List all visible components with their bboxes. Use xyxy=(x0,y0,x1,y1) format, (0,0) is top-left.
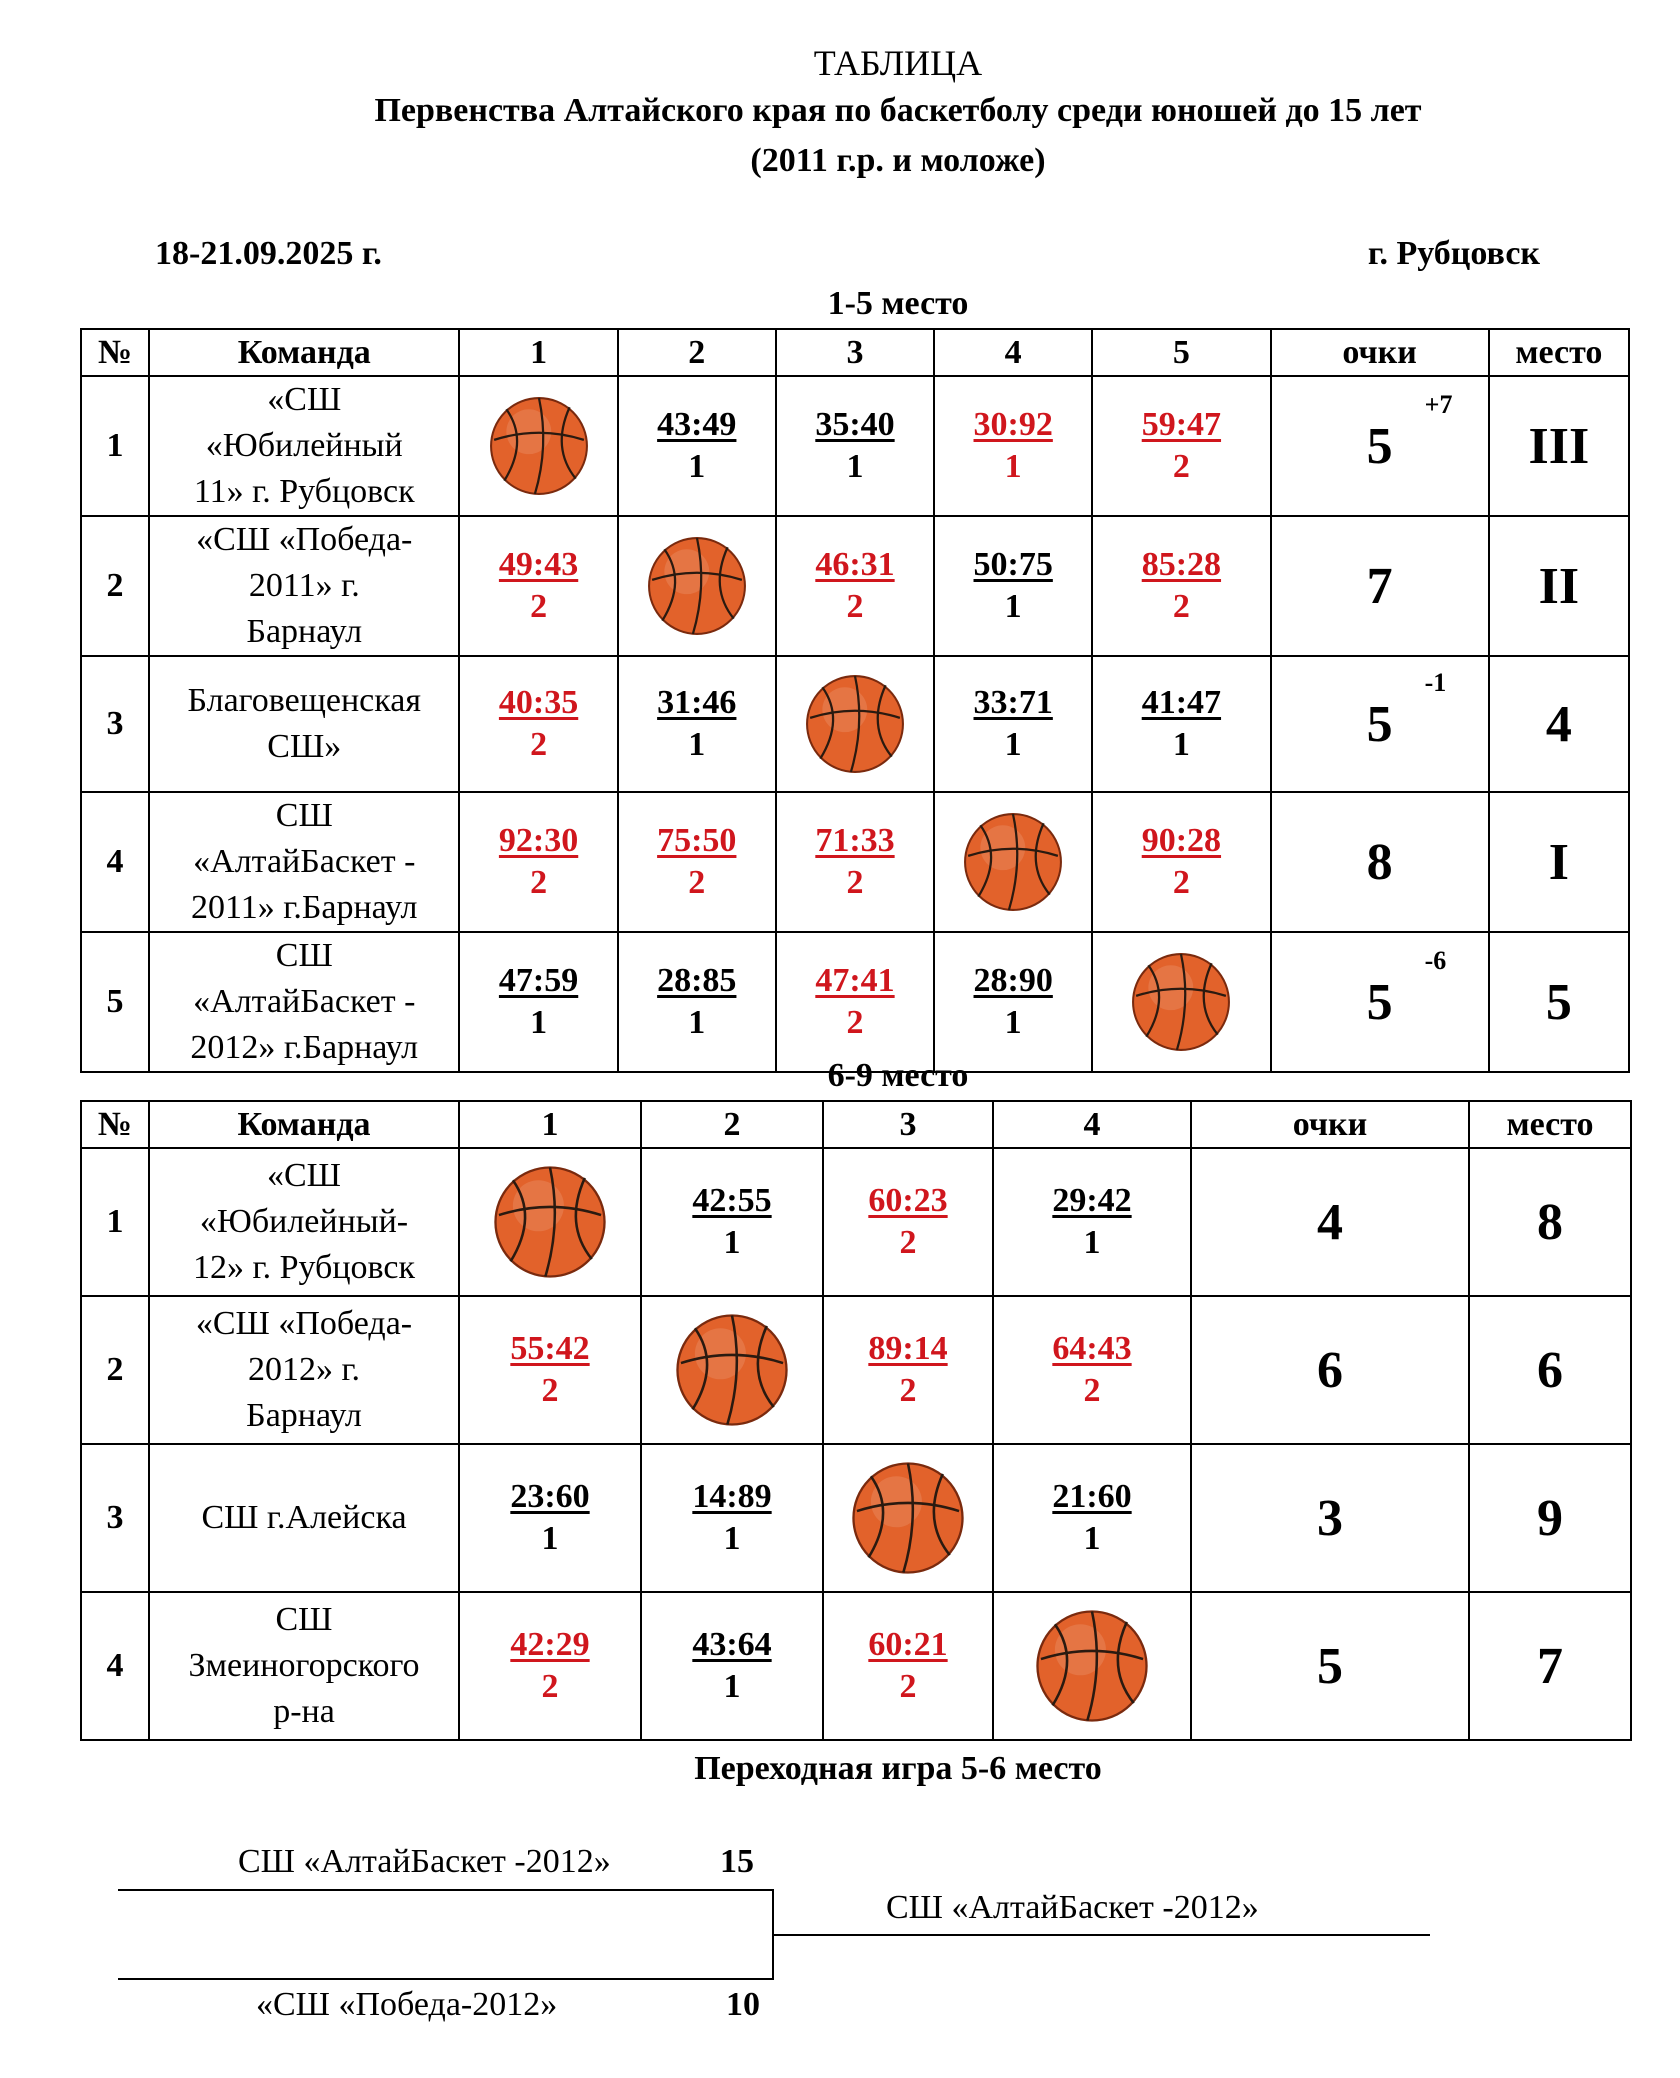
basketball-icon xyxy=(492,1164,608,1280)
basketball-icon xyxy=(646,535,748,637)
bracket-line-b xyxy=(118,1978,774,1980)
total-points-value: 4 xyxy=(1317,1193,1343,1251)
header-col-4: 4 xyxy=(993,1101,1191,1148)
header-col-1: 1 xyxy=(459,1101,641,1148)
team-name-line: «АлтайБаскет - xyxy=(193,843,416,880)
team-name xyxy=(149,656,459,792)
points-difference-note: -6 xyxy=(1424,945,1447,975)
match-result-cell xyxy=(459,1444,641,1592)
header-col-4: 4 xyxy=(934,329,1092,376)
total-points-cell xyxy=(1271,656,1489,792)
final-place: 6 xyxy=(1469,1296,1631,1444)
match-result xyxy=(510,1476,589,1560)
table-row xyxy=(81,932,1629,1072)
match-score: 40:35 xyxy=(498,684,579,721)
bracket-score-a: 15 xyxy=(720,1843,754,1880)
self-match-cell xyxy=(1092,932,1270,1072)
match-score: 23:60 xyxy=(510,1478,590,1515)
table-row xyxy=(81,1444,1631,1592)
match-score: 60:21 xyxy=(868,1626,948,1663)
bracket-team-a: СШ «АлтайБаскет -2012» xyxy=(238,1843,611,1880)
points-difference-note: -1 xyxy=(1424,667,1447,697)
group2-table xyxy=(80,1100,1632,1741)
team-name-line: «СШ «Победа- xyxy=(195,1305,413,1342)
table-row xyxy=(81,1592,1631,1740)
match-score: 60:23 xyxy=(868,1182,948,1219)
match-points: 1 xyxy=(723,1668,741,1705)
match-result xyxy=(499,820,578,904)
total-points-cell xyxy=(1191,1148,1469,1296)
match-score: 75:50 xyxy=(657,822,737,859)
table-row xyxy=(81,792,1629,932)
match-score: 47:41 xyxy=(815,962,895,999)
team-name-line: 11» г. Рубцовск xyxy=(193,473,415,510)
match-score: 46:31 xyxy=(815,546,895,583)
team-name-line: 2011» г. xyxy=(248,567,360,604)
header-col-3: 3 xyxy=(776,329,934,376)
row-number: 4 xyxy=(81,792,149,932)
match-result-cell xyxy=(1092,656,1270,792)
match-result-cell xyxy=(776,932,934,1072)
final-place: II xyxy=(1489,516,1629,656)
match-score: 47:59 xyxy=(498,962,579,999)
match-result xyxy=(815,404,894,488)
total-points xyxy=(1317,1638,1343,1695)
match-result-cell xyxy=(993,1444,1191,1592)
header-row xyxy=(81,329,1629,376)
match-result-cell xyxy=(934,656,1092,792)
team-name xyxy=(149,1444,459,1592)
team-name-line: СШ xyxy=(275,797,333,834)
total-points-value: 3 xyxy=(1317,1489,1343,1547)
total-points-cell xyxy=(1191,1296,1469,1444)
total-points-value: 5 xyxy=(1366,973,1393,1031)
match-result-cell xyxy=(993,1296,1191,1444)
document-subtitle-years: (2011 г.р. и моложе) xyxy=(750,142,1046,179)
team-name-line: 2012» г. xyxy=(247,1351,361,1388)
match-result xyxy=(815,820,894,904)
match-result xyxy=(657,682,736,766)
match-result xyxy=(868,1624,947,1708)
team-name-line: Благовещенская xyxy=(187,682,421,719)
total-points xyxy=(1317,1490,1343,1547)
match-result-cell xyxy=(641,1444,823,1592)
match-result xyxy=(692,1624,771,1708)
match-result-cell xyxy=(776,376,934,516)
header-place: место xyxy=(1469,1101,1631,1148)
total-points xyxy=(1367,558,1393,615)
match-score: 30:92 xyxy=(973,406,1053,443)
match-points: 1 xyxy=(530,1004,548,1041)
match-result xyxy=(692,1180,771,1264)
match-result xyxy=(657,820,736,904)
team-name-line: «Юбилейный- xyxy=(199,1203,409,1240)
match-points: 1 xyxy=(1004,588,1022,625)
row-number: 3 xyxy=(81,1444,149,1592)
match-result xyxy=(510,1328,589,1412)
total-points xyxy=(1366,667,1447,753)
match-points: 2 xyxy=(846,588,864,625)
match-points: 1 xyxy=(1004,448,1022,485)
match-points: 1 xyxy=(846,448,864,485)
match-result xyxy=(499,682,578,766)
match-points: 2 xyxy=(530,726,548,763)
event-dates: 18-21.09.2025 г. xyxy=(155,235,382,272)
points-difference-note: +7 xyxy=(1424,389,1453,419)
header-col-1: 1 xyxy=(459,329,617,376)
total-points-cell xyxy=(1271,516,1489,656)
match-result-cell xyxy=(993,1148,1191,1296)
match-score: 89:14 xyxy=(868,1330,948,1367)
match-points: 1 xyxy=(1083,1224,1101,1261)
transition-title: Переходная игра 5-6 место xyxy=(694,1750,1102,1787)
row-number: 1 xyxy=(81,1148,149,1296)
match-points: 1 xyxy=(1083,1520,1101,1557)
match-points: 2 xyxy=(1172,588,1190,625)
match-score: 21:60 xyxy=(1052,1478,1132,1515)
match-result xyxy=(1052,1476,1131,1560)
match-result xyxy=(1142,820,1221,904)
match-result xyxy=(1142,682,1221,766)
match-result xyxy=(815,544,894,628)
row-number: 2 xyxy=(81,516,149,656)
team-name xyxy=(149,932,459,1072)
team-name-line: «СШ xyxy=(267,1157,341,1194)
header-team: Команда xyxy=(149,329,459,376)
match-result-cell xyxy=(1092,376,1270,516)
total-points-value: 5 xyxy=(1317,1637,1343,1695)
team-name-line: Барнаул xyxy=(246,613,363,650)
match-result xyxy=(499,960,578,1044)
match-result-cell xyxy=(618,656,776,792)
total-points-cell xyxy=(1271,932,1489,1072)
total-points-value: 5 xyxy=(1366,695,1393,753)
table-row xyxy=(81,1148,1631,1296)
team-name-line: 12» г. Рубцовск xyxy=(192,1249,416,1286)
match-result-cell xyxy=(1092,792,1270,932)
team-name-line: «Юбилейный xyxy=(205,427,403,464)
bracket-score-b: 10 xyxy=(726,1986,760,2023)
team-name-line: р-на xyxy=(273,1693,335,1730)
match-result-cell xyxy=(934,516,1092,656)
team-name-line: СШ xyxy=(275,1601,333,1638)
match-result-cell xyxy=(459,1296,641,1444)
match-result-cell xyxy=(641,1592,823,1740)
total-points-value: 6 xyxy=(1317,1341,1343,1399)
match-points: 2 xyxy=(1172,448,1190,485)
match-score: 42:29 xyxy=(510,1626,590,1663)
match-points: 2 xyxy=(899,1224,917,1261)
basketball-icon xyxy=(674,1312,790,1428)
team-name-line: СШ xyxy=(275,937,333,974)
bracket-team-b: «СШ «Победа-2012» xyxy=(256,1986,558,2023)
match-result xyxy=(974,682,1053,766)
match-result xyxy=(868,1180,947,1264)
document-title: ТАБЛИЦА xyxy=(813,43,983,83)
match-result-cell xyxy=(934,932,1092,1072)
bracket-line-a xyxy=(118,1889,774,1891)
match-points: 2 xyxy=(846,864,864,901)
match-result-cell xyxy=(618,932,776,1072)
team-name-line: 2012» г.Барнаул xyxy=(190,1029,419,1066)
total-points xyxy=(1367,834,1393,891)
match-score: 35:40 xyxy=(815,406,895,443)
match-points: 2 xyxy=(530,588,548,625)
match-result-cell xyxy=(776,516,934,656)
match-result-cell xyxy=(641,1148,823,1296)
self-match-cell xyxy=(459,376,617,516)
final-place: III xyxy=(1489,376,1629,516)
match-result xyxy=(657,404,736,488)
team-name-line: «СШ «Победа- xyxy=(196,521,413,558)
team-name xyxy=(149,376,459,516)
match-score: 43:64 xyxy=(692,1626,772,1663)
row-number: 4 xyxy=(81,1592,149,1740)
team-name xyxy=(149,792,459,932)
basketball-icon xyxy=(1034,1608,1150,1724)
header-col-5: 5 xyxy=(1092,329,1270,376)
match-result xyxy=(1052,1180,1131,1264)
group1-title: 1-5 место xyxy=(827,285,969,322)
match-result xyxy=(499,544,578,628)
match-result-cell xyxy=(1092,516,1270,656)
team-name-line: Змеиногорского xyxy=(188,1647,420,1684)
group1-table xyxy=(80,328,1630,1073)
match-score: 28:90 xyxy=(973,962,1053,999)
match-result-cell xyxy=(459,656,617,792)
total-points xyxy=(1317,1342,1343,1399)
match-result-cell xyxy=(934,376,1092,516)
match-score: 28:85 xyxy=(657,962,737,999)
team-name-line: «АлтайБаскет - xyxy=(193,983,416,1020)
match-result xyxy=(974,960,1053,1044)
team-name-line: 2011» г.Барнаул xyxy=(191,889,418,926)
total-points-value: 5 xyxy=(1366,417,1393,475)
total-points xyxy=(1366,389,1453,475)
match-result xyxy=(868,1328,947,1412)
row-number: 1 xyxy=(81,376,149,516)
total-points-cell xyxy=(1191,1444,1469,1592)
header-team: Команда xyxy=(149,1101,459,1148)
match-points: 2 xyxy=(846,1004,864,1041)
header-col-2: 2 xyxy=(641,1101,823,1148)
match-score: 71:33 xyxy=(815,822,895,859)
team-name-line: «СШ xyxy=(267,381,342,418)
match-result-cell xyxy=(618,376,776,516)
match-score: 31:46 xyxy=(657,684,737,721)
match-score: 41:47 xyxy=(1141,684,1222,721)
total-points-value: 8 xyxy=(1366,833,1393,891)
self-match-cell xyxy=(641,1296,823,1444)
final-place: 7 xyxy=(1469,1592,1631,1740)
team-name xyxy=(149,1592,459,1740)
match-score: 42:55 xyxy=(692,1182,772,1219)
row-number: 2 xyxy=(81,1296,149,1444)
header-place: место xyxy=(1489,329,1629,376)
basketball-icon xyxy=(1130,951,1232,1053)
match-result-cell xyxy=(776,792,934,932)
row-number: 3 xyxy=(81,656,149,792)
match-result xyxy=(1142,404,1221,488)
match-points: 2 xyxy=(1083,1372,1101,1409)
match-score: 92:30 xyxy=(498,822,579,859)
table-row xyxy=(81,656,1629,792)
match-points: 2 xyxy=(688,864,706,901)
match-result xyxy=(1142,544,1221,628)
match-points: 2 xyxy=(899,1668,917,1705)
match-score: 90:28 xyxy=(1141,822,1222,859)
final-place: 5 xyxy=(1489,932,1629,1072)
match-score: 14:89 xyxy=(692,1478,772,1515)
row-number: 5 xyxy=(81,932,149,1072)
match-result xyxy=(510,1624,589,1708)
match-result-cell xyxy=(823,1148,993,1296)
match-result xyxy=(815,960,894,1044)
match-points: 1 xyxy=(723,1224,741,1261)
match-points: 1 xyxy=(688,1004,706,1041)
match-points: 1 xyxy=(723,1520,741,1557)
final-place: 9 xyxy=(1469,1444,1631,1592)
basketball-icon xyxy=(488,395,590,497)
final-place: 4 xyxy=(1489,656,1629,792)
table-row xyxy=(81,516,1629,656)
self-match-cell xyxy=(618,516,776,656)
team-name xyxy=(149,1148,459,1296)
document-subtitle: Первенства Алтайского края по баскетболу среди юношей до 15 лет xyxy=(374,92,1422,129)
final-place: I xyxy=(1489,792,1629,932)
match-score: 59:47 xyxy=(1141,406,1222,443)
final-place: 8 xyxy=(1469,1148,1631,1296)
match-score: 55:42 xyxy=(510,1330,590,1367)
match-points: 1 xyxy=(1004,726,1022,763)
match-score: 49:43 xyxy=(498,546,579,583)
bracket-winner: СШ «АлтайБаскет -2012» xyxy=(886,1889,1259,1926)
total-points-value: 7 xyxy=(1366,557,1393,615)
header-col-3: 3 xyxy=(823,1101,993,1148)
total-points xyxy=(1366,945,1447,1031)
match-result-cell xyxy=(459,932,617,1072)
table-row xyxy=(81,376,1629,516)
match-points: 1 xyxy=(1004,1004,1022,1041)
match-score: 50:75 xyxy=(973,546,1053,583)
match-points: 1 xyxy=(688,726,706,763)
team-name-line: СШ г.Алейска xyxy=(201,1499,407,1536)
table-row xyxy=(81,1296,1631,1444)
match-result-cell xyxy=(618,792,776,932)
self-match-cell xyxy=(776,656,934,792)
header-num: № xyxy=(81,1101,149,1148)
match-points: 1 xyxy=(688,448,706,485)
match-score: 29:42 xyxy=(1052,1182,1132,1219)
header-points: очки xyxy=(1271,329,1489,376)
match-result xyxy=(974,544,1053,628)
team-name xyxy=(149,1296,459,1444)
total-points-cell xyxy=(1271,792,1489,932)
team-name-line: Барнаул xyxy=(246,1397,362,1434)
total-points-cell xyxy=(1271,376,1489,516)
match-result-cell xyxy=(459,516,617,656)
group2-title: 6-9 место xyxy=(827,1057,969,1094)
header-num: № xyxy=(81,329,149,376)
basketball-icon xyxy=(850,1460,966,1576)
match-points: 2 xyxy=(899,1372,917,1409)
match-score: 33:71 xyxy=(973,684,1053,721)
basketball-icon xyxy=(962,811,1064,913)
match-result xyxy=(974,404,1053,488)
header-points: очки xyxy=(1191,1101,1469,1148)
bracket-line-winner xyxy=(774,1934,1430,1936)
match-points: 2 xyxy=(541,1668,559,1705)
match-points: 2 xyxy=(530,864,548,901)
match-points: 1 xyxy=(1172,726,1190,763)
match-result-cell xyxy=(459,792,617,932)
event-city: г. Рубцовск xyxy=(1367,235,1540,272)
match-points: 1 xyxy=(541,1520,559,1557)
match-result-cell xyxy=(459,1592,641,1740)
match-score: 64:43 xyxy=(1052,1330,1132,1367)
match-score: 43:49 xyxy=(657,406,737,443)
match-points: 2 xyxy=(1172,864,1190,901)
self-match-cell xyxy=(934,792,1092,932)
header-col-2: 2 xyxy=(618,329,776,376)
match-points: 2 xyxy=(541,1372,559,1409)
match-result xyxy=(692,1476,771,1560)
self-match-cell xyxy=(459,1148,641,1296)
match-result-cell xyxy=(823,1592,993,1740)
team-name xyxy=(149,516,459,656)
self-match-cell xyxy=(823,1444,993,1592)
match-result xyxy=(657,960,736,1044)
team-name-line: СШ» xyxy=(267,728,342,765)
match-result xyxy=(1052,1328,1131,1412)
match-result-cell xyxy=(823,1296,993,1444)
total-points xyxy=(1317,1194,1343,1251)
header-row xyxy=(81,1101,1631,1148)
total-points-cell xyxy=(1191,1592,1469,1740)
basketball-icon xyxy=(804,673,906,775)
self-match-cell xyxy=(993,1592,1191,1740)
match-score: 85:28 xyxy=(1141,546,1222,583)
